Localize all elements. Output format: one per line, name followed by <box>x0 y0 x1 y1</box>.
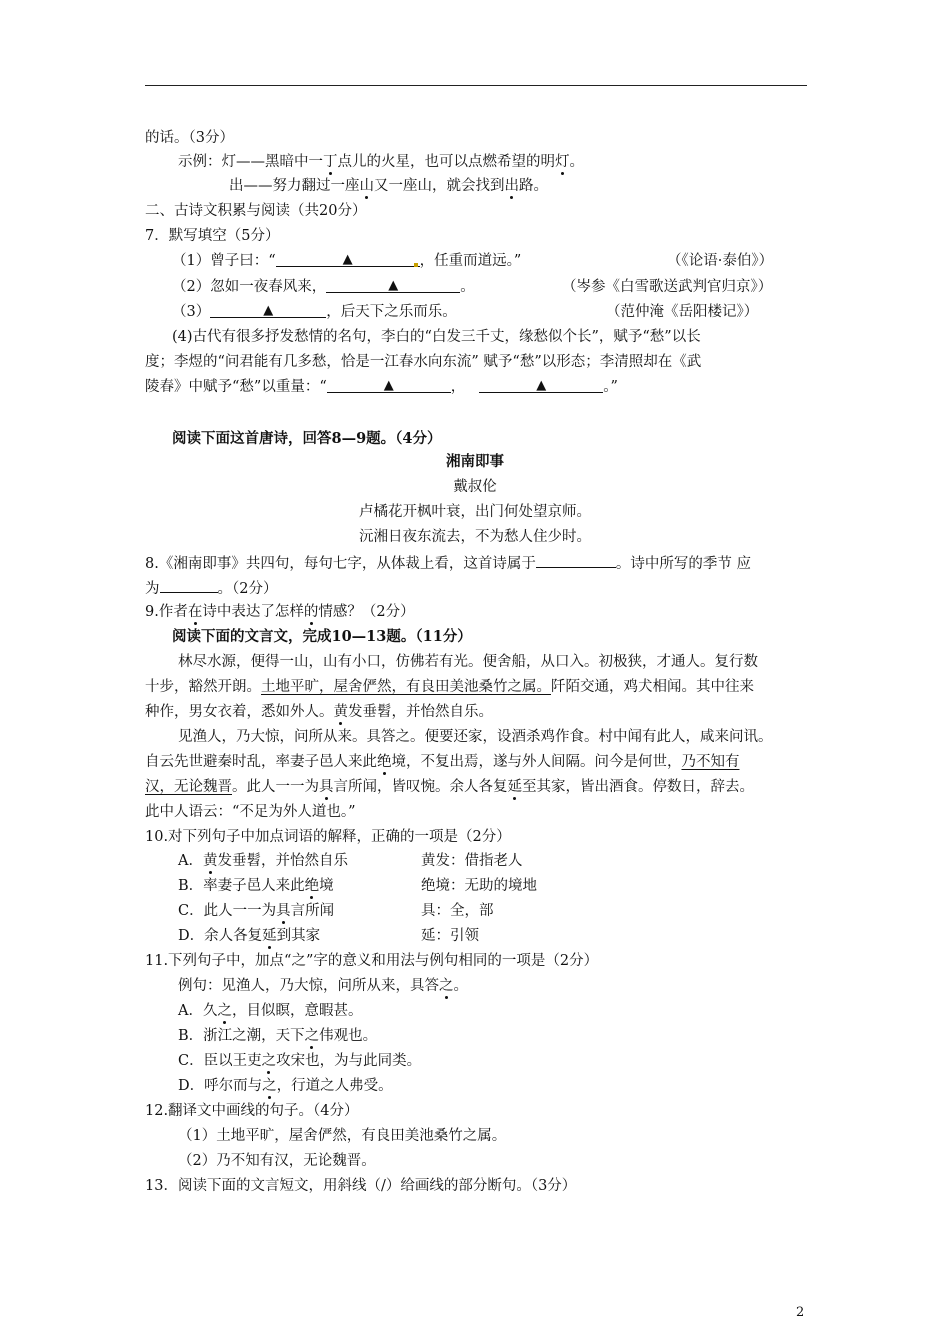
prose-p1-line-3: 种作，男女衣着，悉如外人。黄发垂髫，并怡然自乐。 <box>145 704 493 720</box>
q11-example: 例句：见渔人，乃大惊，问所从来，具答之。 <box>178 978 468 994</box>
underlined-sentence: 土地平旷，屋舍俨然，有良田美池桑竹之属。 <box>261 679 551 695</box>
dotted-char: 绝 <box>304 878 320 894</box>
dotted-char: 具 <box>276 903 291 919</box>
dotted-char: 出 <box>504 178 519 194</box>
q10-option-d: D．余人各复延到其家 <box>178 928 321 944</box>
answer-blank[interactable] <box>160 577 218 593</box>
triangle-marker-icon: ▲ <box>388 278 399 293</box>
q10-definition-c: 具：全，部 <box>421 903 494 919</box>
prose-p1-line-2: 十步，豁然开朗。土地平旷，屋舍俨然，有良田美池桑竹之属。阡陌交通，鸡犬相闻。其中往来 <box>145 679 754 695</box>
dotted-char: 之 <box>217 1003 232 1019</box>
triangle-marker-icon: ▲ <box>536 378 547 393</box>
poem-title: 湘南即事 <box>446 453 504 470</box>
example-line-2: 出——努力翻过一座山又一座山，就会找到出路。 <box>229 178 548 194</box>
question-9: 9.作者在诗中表达了怎样的情感？（2分） <box>145 604 415 620</box>
dotted-char: 灯 <box>555 154 570 170</box>
dotted-char: 延 <box>507 779 522 795</box>
underlined-sentence: 汉，无论魏晋 <box>145 779 232 795</box>
answer-blank[interactable] <box>276 251 420 267</box>
dotted-char: 绝 <box>377 754 392 770</box>
question-8-line-1: 8.《湘南即事》共四句，每句七字，从体裁上看，这首诗属于 。诗中所写的季节 应 <box>145 552 751 574</box>
q12-item-2: （2）乃不知有汉，无论魏晋。 <box>178 1153 376 1169</box>
q7-source-1: （《论语·泰伯》） <box>667 253 774 269</box>
q7-item-1: （1）曾子曰：“ ▲ ，任重而道远。” <box>172 252 522 269</box>
question-10: 10.对下列句子中加点词语的解释，正确的一项是（2分） <box>145 829 511 845</box>
dotted-char: 丁 <box>323 154 338 170</box>
dotted-char: 具 <box>319 779 334 795</box>
question-7: 7．默写填空（5分） <box>145 228 280 244</box>
q10-option-b: B．率妻子邑人来此绝境 <box>178 878 334 894</box>
prose-p2-line-3: 汉，无论魏晋。此人一一为具言所闻，皆叹惋。余人各复延至其家，皆出酒食。停数日，辞去。 <box>145 779 754 795</box>
header-rule <box>145 85 807 86</box>
question-8-line-2: 为 。（2分） <box>145 577 277 599</box>
dotted-char: 之 <box>261 1053 277 1069</box>
mark-dot <box>414 263 418 267</box>
dotted-char: 之 <box>304 1028 320 1044</box>
question-13: 13．阅读下面的文言短文，用斜线（/）给画线的部分断句。（3分） <box>145 1178 577 1194</box>
dotted-char: 之 <box>439 978 454 994</box>
q7-source-3: （范仲淹《岳阳楼记》） <box>606 304 759 320</box>
dotted-char: 山 <box>359 178 374 194</box>
answer-blank[interactable] <box>326 277 460 293</box>
q10-definition-a: 黄发：借指老人 <box>421 853 523 869</box>
answer-blank[interactable] <box>536 552 616 568</box>
question-11: 11.下列句子中，加点“之”字的意义和用法与例句相同的一项是（2分） <box>145 953 599 969</box>
q11-option-a: A．久之，目似瞑，意暇甚。 <box>178 1003 363 1019</box>
question-12: 12.翻译文中画线的句子。（4分） <box>145 1103 359 1119</box>
dotted-char: 之 <box>262 1078 277 1094</box>
q7-item-4-line-3: 陵春》中赋予“愁”以重量：“ ▲ ， ▲ 。” <box>145 378 618 395</box>
q12-item-1: （1）土地平旷，屋舍俨然，有良田美池桑竹之属。 <box>178 1128 507 1144</box>
page-number: 2 <box>796 1305 805 1320</box>
q7-item-3: （3） ▲ ，后天下之乐而乐。 <box>172 303 457 320</box>
triangle-marker-icon: ▲ <box>383 378 394 393</box>
q10-option-c: C．此人一一为具言所闻 <box>178 903 335 919</box>
q10-definition-d: 延：引领 <box>421 928 479 944</box>
poem-author: 戴叔伦 <box>453 479 497 495</box>
prose-intro: 阅读下面的文言文，完成10—13题。（11分） <box>172 628 472 645</box>
underlined-sentence: 乃不知有 <box>681 754 740 770</box>
prose-p1-line-1: 林尽水源，便得一山，山有小口，仿佛若有光。便舍船，从口入。初极狭，才通人。复行数 <box>178 654 758 670</box>
poem-line-2: 沅湘日夜东流去，不为愁人住少时。 <box>359 529 591 545</box>
section-heading: 二、古诗文积累与阅读（共20分） <box>145 203 367 219</box>
q7-source-2: （岑参《白雪歌送武判官归京》） <box>562 279 773 295</box>
answer-blank[interactable] <box>327 377 451 393</box>
q7-item-4-line-2: 度；李煜的“问君能有几多愁，恰是一江春水向东流” 赋予“愁”以形态；李清照却在《武 <box>145 354 702 370</box>
q7-item-2: （2）忽如一夜春风来， ▲ 。 <box>172 278 475 295</box>
continued-text: 的话。（3分） <box>145 130 234 146</box>
q11-option-b: B．浙江之潮，天下之伟观也。 <box>178 1028 378 1044</box>
q10-option-a: A．黄发垂髫，并怡然自乐 <box>178 853 348 869</box>
prose-p2-line-1: 见渔人，乃大惊，问所从来。具答之。便要还家，设酒杀鸡作食。村中闻有此人，咸来问讯。 <box>178 729 773 745</box>
example-line-1: 示例：灯——黑暗中一丁点儿的火星，也可以点燃希望的明灯。 <box>178 154 584 170</box>
dotted-char: 的 <box>303 604 319 620</box>
poem-line-1: 卢橘花开枫叶衰，出门何处望京师。 <box>359 504 591 520</box>
triangle-marker-icon: ▲ <box>342 252 353 267</box>
answer-blank[interactable] <box>210 302 326 318</box>
q10-definition-b: 绝境：无助的境地 <box>421 878 537 894</box>
dotted-char: 在 <box>187 604 203 620</box>
prose-p2-line-2: 自云先世避秦时乱，率妻子邑人来此绝境，不复出焉，遂与外人间隔。问今是何世，乃不知有 <box>145 754 740 770</box>
dotted-char: 黄 <box>333 704 348 720</box>
poem-intro: 阅读下面这首唐诗，回答8—9题。（4分） <box>172 430 442 447</box>
q7-item-4-line-1: (4)古代有很多抒发愁情的名句，李白的“白发三千丈，缘愁似个长”，赋予“愁”以长 <box>172 329 701 345</box>
q11-option-d: D．呼尔而与之，行道之人弗受。 <box>178 1078 393 1094</box>
q11-option-c: C．臣以王吏之攻宋也，为与此同类。 <box>178 1053 422 1069</box>
triangle-marker-icon: ▲ <box>263 303 274 318</box>
answer-blank[interactable] <box>479 377 603 393</box>
dotted-char: 延 <box>262 928 277 944</box>
dotted-char: 黄 <box>202 853 218 869</box>
prose-p2-line-4: 此中人语云：“不足为外人道也。” <box>145 804 356 820</box>
